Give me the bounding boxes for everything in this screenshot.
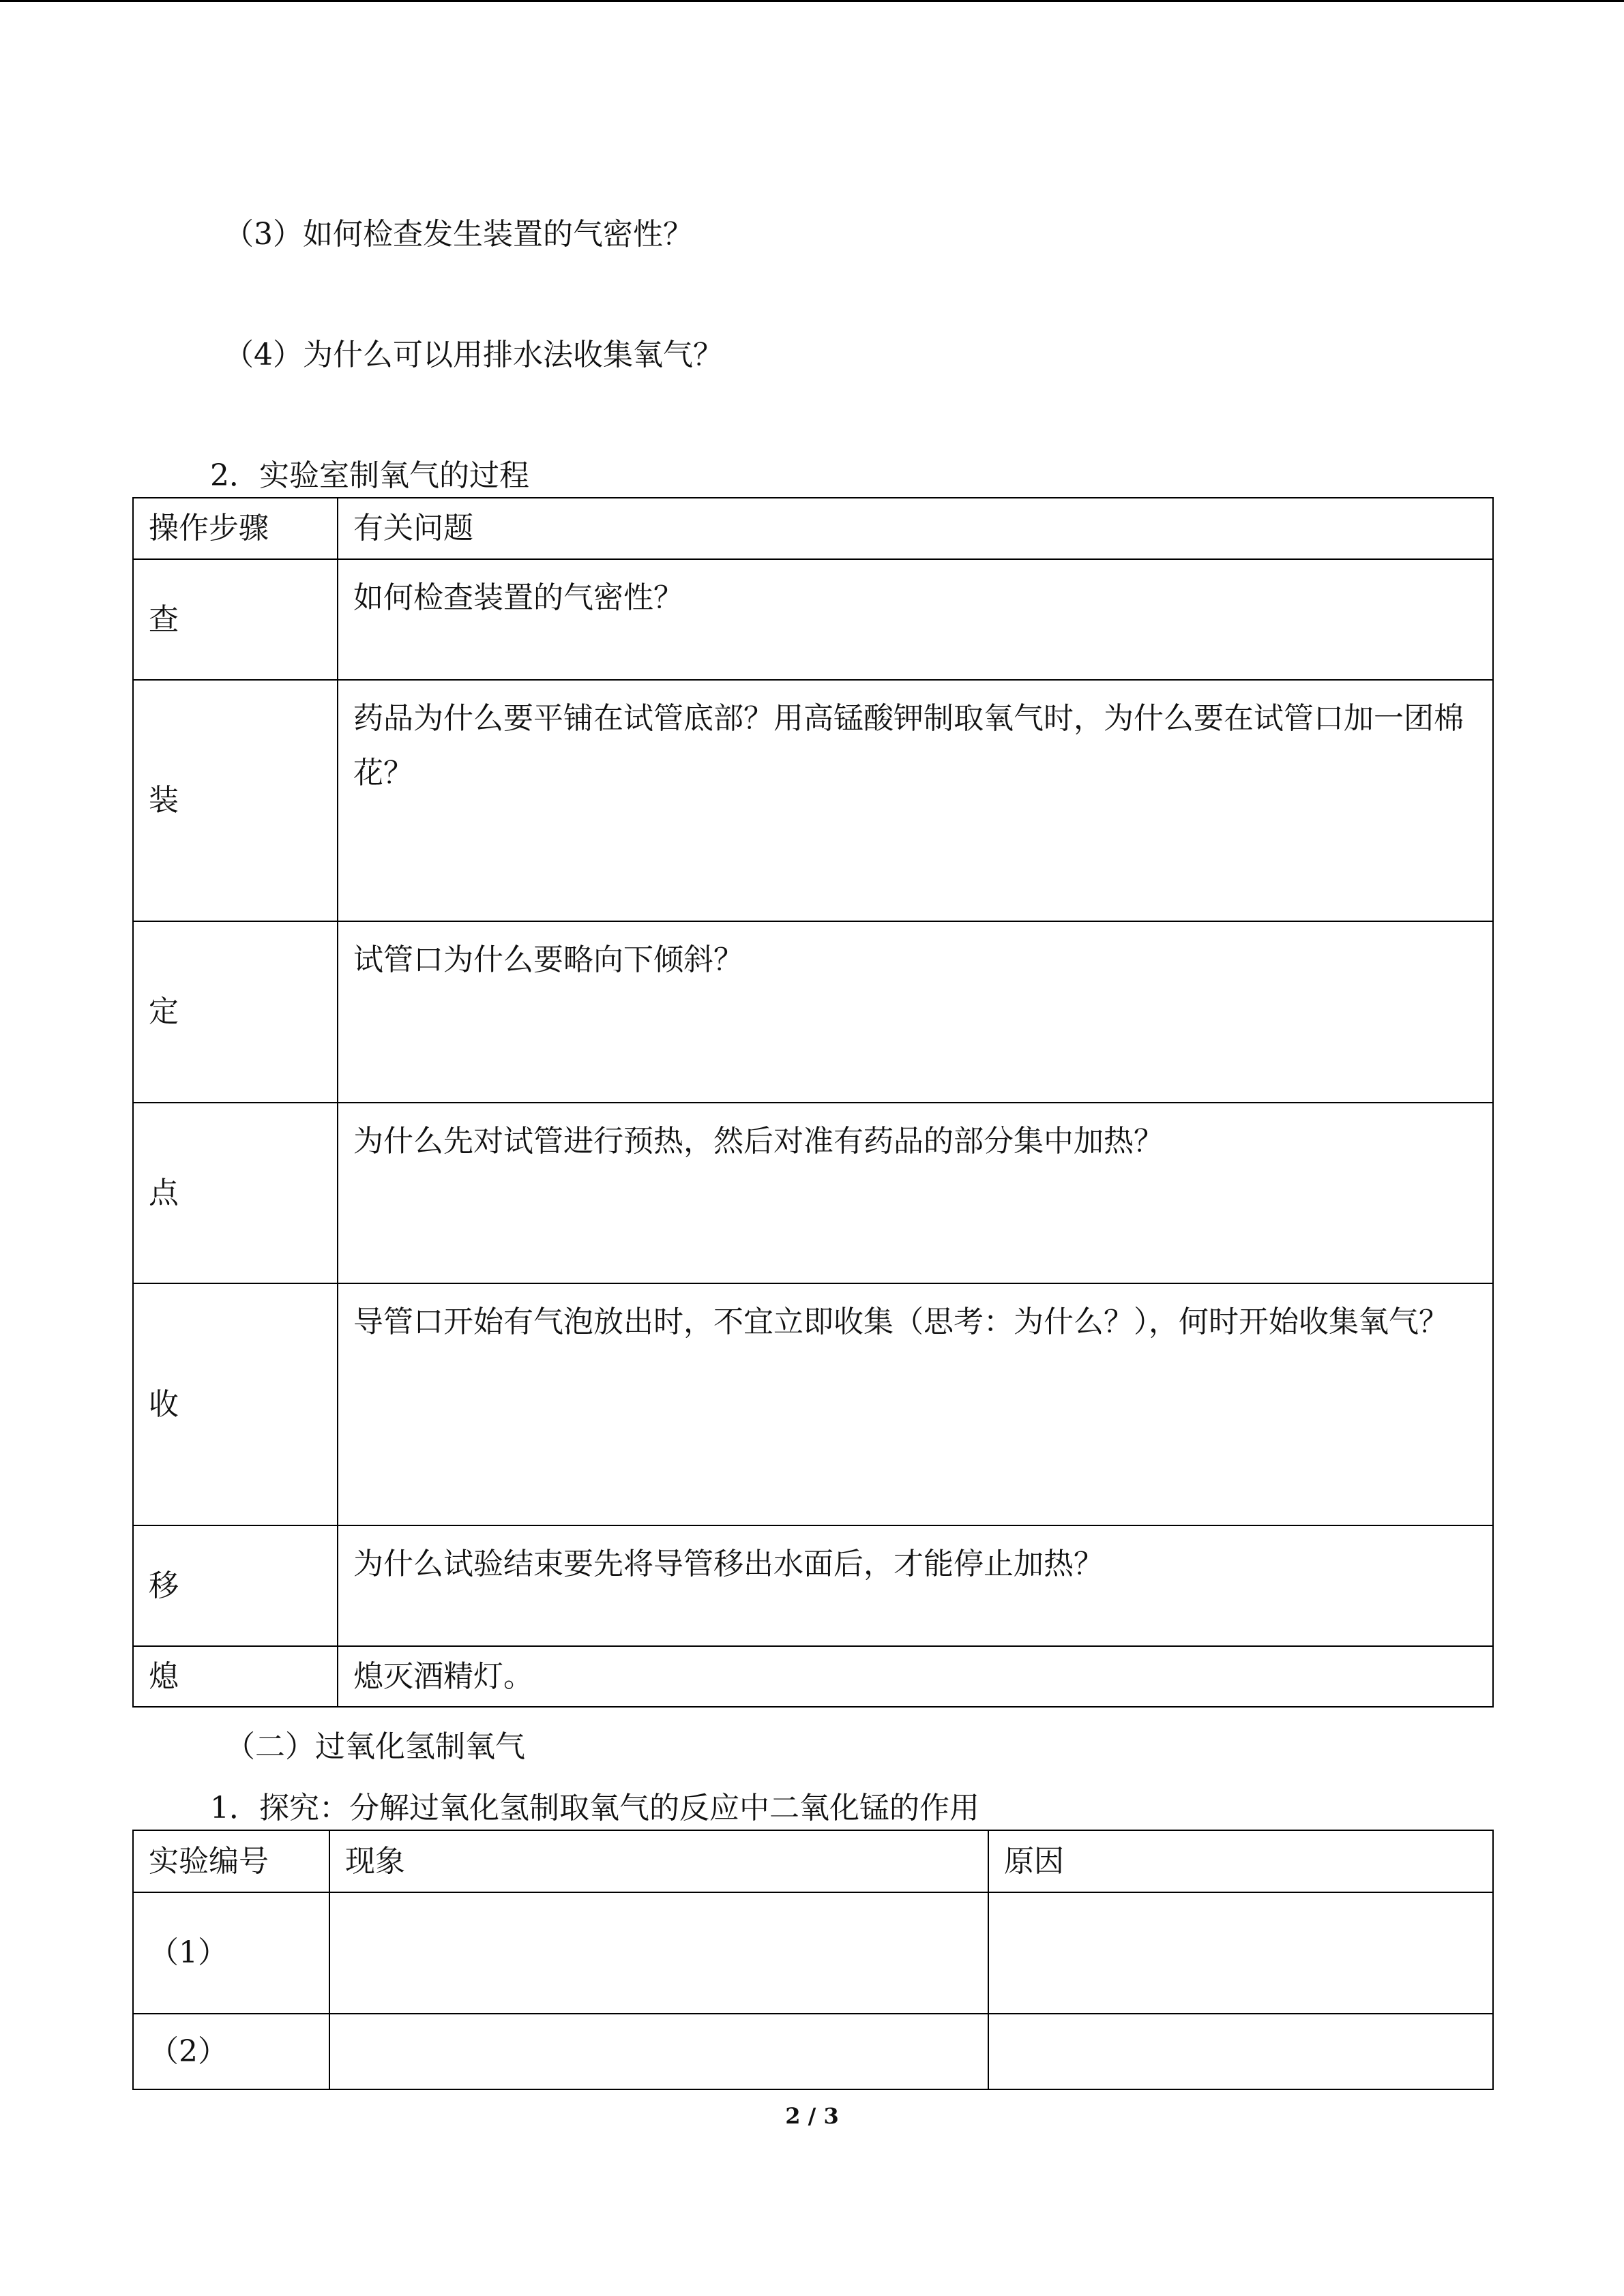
phenomenon-cell[interactable] [329, 1892, 988, 2014]
table-row [133, 921, 1493, 1103]
part-2-title: （二）过氧化氢制氧气 [225, 1729, 525, 1764]
top-border [0, 0, 1624, 2]
header-reason: 原因 [988, 1830, 1493, 1892]
question-cell: 如何检查装置的气密性？ [338, 559, 1493, 680]
step-cell: 熄 [133, 1646, 338, 1707]
question-cell: 药品为什么要平铺在试管底部？用高锰酸钾制取氧气时，为什么要在试管口加一团棉花？ [338, 680, 1493, 921]
step-cell: 定 [133, 921, 338, 1103]
header-step: 操作步骤 [133, 498, 338, 559]
phenomenon-cell[interactable] [329, 2014, 988, 2089]
header-phenomenon: 现象 [329, 1830, 988, 1892]
section-2-title: 2．实验室制氧气的过程 [210, 458, 529, 493]
experiment-id-cell: （2） [133, 2014, 329, 2089]
table-row [133, 1525, 1493, 1646]
table-row [133, 559, 1493, 680]
question-4: （4）为什么可以用排水法收集氧气？ [224, 338, 723, 372]
step-cell: 收 [133, 1283, 338, 1525]
step-cell: 装 [133, 680, 338, 921]
question-cell: 熄灭酒精灯。 [338, 1646, 1493, 1707]
explore-title: 1．探究：分解过氧化氢制取氧气的反应中二氧化锰的作用 [210, 1791, 979, 1825]
table-row [133, 1103, 1493, 1283]
step-cell: 查 [133, 559, 338, 680]
table-header-row [133, 1830, 1493, 1892]
table-row [133, 1646, 1493, 1707]
header-question: 有关问题 [338, 498, 1493, 559]
question-cell: 试管口为什么要略向下倾斜？ [338, 921, 1493, 1103]
reason-cell[interactable] [988, 1892, 1493, 2014]
process-table [132, 497, 1494, 1708]
table-header-row [133, 498, 1493, 559]
header-experiment-id: 实验编号 [133, 1830, 329, 1892]
question-cell: 为什么先对试管进行预热，然后对准有药品的部分集中加热？ [338, 1103, 1493, 1283]
reason-cell[interactable] [988, 2014, 1493, 2089]
page-number: 2 / 3 [785, 2103, 839, 2129]
question-cell: 导管口开始有气泡放出时，不宜立即收集（思考：为什么？），何时开始收集氧气？ [338, 1283, 1493, 1525]
experiment-id-cell: （1） [133, 1892, 329, 2014]
experiment-table [132, 1830, 1494, 2090]
table-row [133, 1283, 1493, 1525]
table-row [133, 1892, 1493, 2014]
question-cell: 为什么试验结束要先将导管移出水面后，才能停止加热？ [338, 1525, 1493, 1646]
table-row [133, 2014, 1493, 2089]
question-3: （3）如何检查发生装置的气密性？ [224, 217, 693, 252]
step-cell: 移 [133, 1525, 338, 1646]
step-cell: 点 [133, 1103, 338, 1283]
table-row [133, 680, 1493, 921]
